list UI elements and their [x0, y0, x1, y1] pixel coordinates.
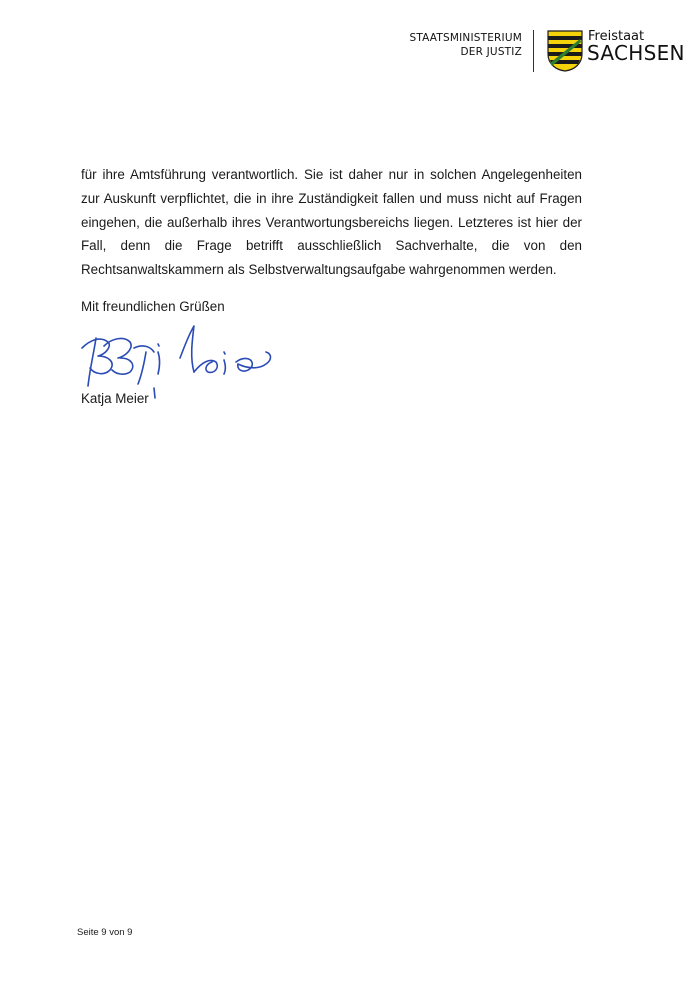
page-number: Seite 9 von 9 [77, 927, 133, 938]
closing-salutation: Mit freundlichen Grüßen [81, 299, 225, 314]
signer-name: Katja Meier [81, 391, 149, 406]
ministry-name [409, 31, 522, 59]
ministry-line-2: DER JUSTIZ [460, 46, 522, 58]
saxony-coat-of-arms-icon [547, 30, 583, 72]
state-label-small: Freistaat [588, 29, 645, 44]
header-divider [533, 30, 534, 72]
ministry-line-1: STAATSMINISTERIUM [409, 32, 522, 44]
state-label-big: SACHSEN [587, 41, 685, 65]
letter-body-paragraph: für ihre Amtsführung verantwortlich. Sie ist daher nur in solchen Angelegenheiten zur Auskunft verpflichtet, die in ihre Zuständigkeit fallen und muss nicht auf Fragen eingehen, die außerhalb ihres Verantwortungsbereichs liegen. Letzteres ist hier der Fall, denn die Frage betrifft ausschließlich Sachverhalte, die von den Rechtsanwaltskammern als Selbstverwaltungsaufgabe wahrgenommen werden. [81, 167, 582, 278]
